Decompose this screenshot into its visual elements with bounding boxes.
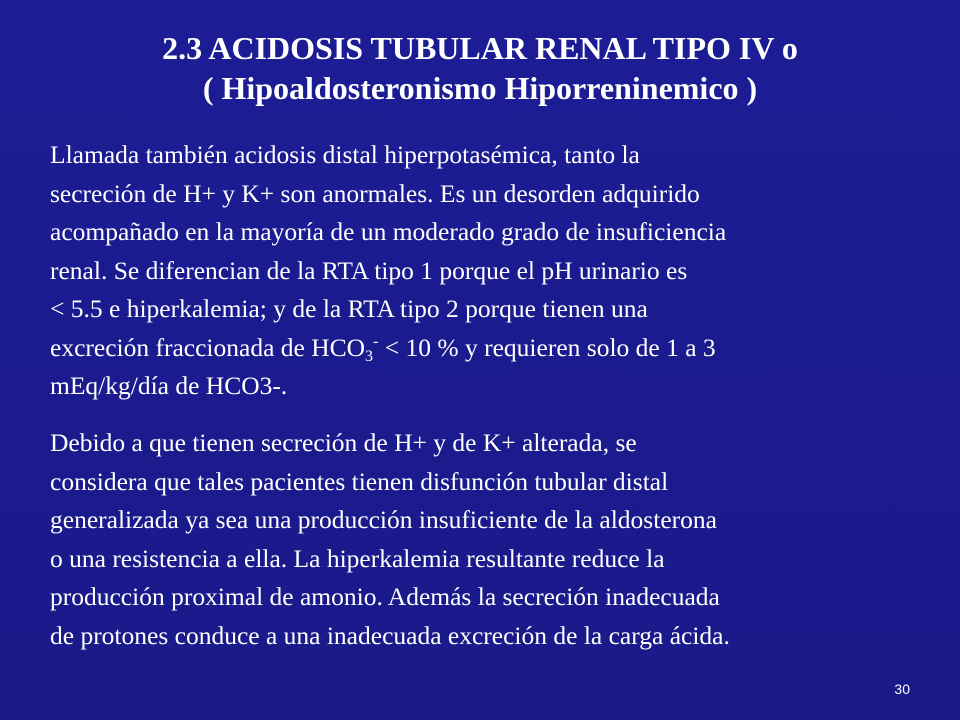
paragraph-1	[50, 136, 930, 406]
page-number: 30	[894, 681, 910, 697]
paragraph-1-line: Llamada también acidosis distal hiperpotasémica, tanto la	[50, 140, 640, 169]
title-line-2: ( Hipoaldosteronismo Hiporreninemico )	[202, 70, 758, 106]
hco3-superscript: -	[373, 332, 379, 350]
paragraph-1-line: acompañado en la mayoría de un moderado grado de insuficiencia	[50, 217, 727, 246]
hco3-subscript: 3	[365, 347, 374, 365]
paragraph-1-line: < 5.5 e hiperkalemia; y de la RTA tipo 2 porque tienen una	[50, 294, 648, 323]
paragraph-2-line: considera que tales pacientes tienen disfunción tubular distal	[50, 466, 669, 496]
paragraph-2-line: o una resistencia a ella. La hiperkalemia resultante reduce la	[50, 543, 665, 573]
paragraph-2	[50, 424, 930, 655]
paragraph-2-line: de protones conduce a una inadecuada excreción de la carga ácida.	[50, 620, 730, 650]
title-line-1: 2.3 ACIDOSIS TUBULAR RENAL TIPO IV o	[162, 30, 798, 66]
hco3-suffix: < 10 % y requieren solo de 1 a 3	[378, 332, 716, 362]
paragraph-1-line: secreción de H+ y K+ son anormales. Es un desorden adquirido	[50, 178, 700, 208]
paragraph-2-line: generalizada ya sea una producción insuficiente de la aldosterona	[50, 505, 717, 534]
paragraph-1-line-hco3	[50, 329, 930, 368]
paragraph-1-line: mEq/kg/día de HCO3-.	[50, 371, 288, 400]
hco3-prefix: excreción fraccionada de HCO	[50, 332, 366, 362]
paragraph-1-line: renal. Se diferencian de la RTA tipo 1 porque el pH urinario es	[50, 255, 688, 285]
slide-title	[40, 28, 920, 108]
paragraph-2-line: producción proximal de amonio. Además la secreción inadecuada	[50, 582, 720, 611]
paragraph-2-line: Debido a que tienen secreción de H+ y de K+ alterada, se	[50, 428, 637, 457]
